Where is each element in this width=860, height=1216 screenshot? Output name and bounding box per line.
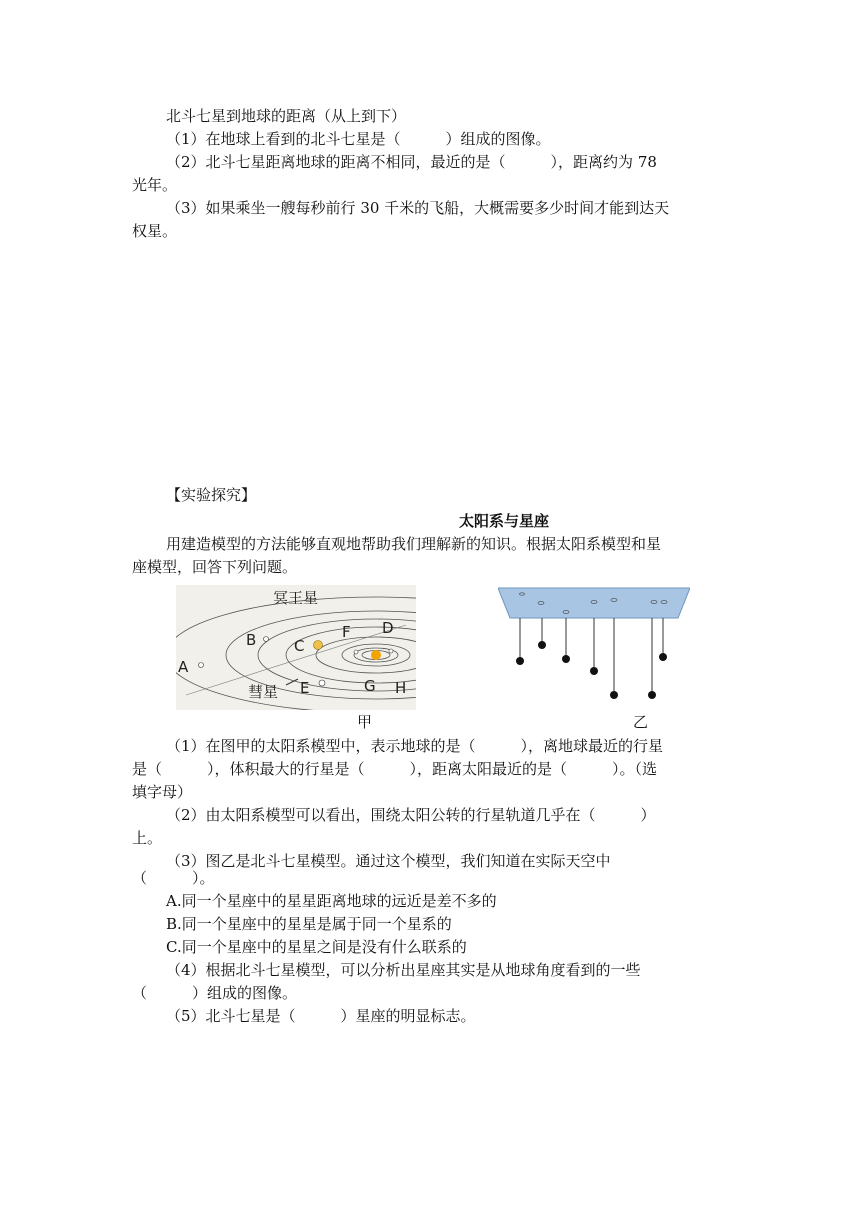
part1-question-3: （3）如果乘坐一艘每秒前行 30 千米的飞船，大概需要多少时间才能到达天 bbox=[166, 199, 670, 217]
part1-heading: 北斗七星到地球的距离（从上到下） bbox=[166, 107, 407, 125]
figure-b-caption: 乙 bbox=[633, 713, 649, 731]
section-heading: 【实验探究】 bbox=[166, 486, 257, 504]
letter-e: E bbox=[300, 679, 310, 697]
part1-question-3-cont: 权星。 bbox=[132, 222, 178, 240]
question-4-cont: （ ）组成的图像。 bbox=[132, 984, 298, 1002]
question-1-cont2: 填字母） bbox=[132, 783, 193, 801]
part1-question-1: （1）在地球上看到的北斗七星是（ ）组成的图像。 bbox=[166, 130, 551, 148]
question-1-cont: 是（ ），体积最大的行星是（ ），距离太阳最近的是（ ）。（选 bbox=[132, 760, 658, 778]
intro-text-cont: 座模型，回答下列问题。 bbox=[132, 558, 298, 576]
part1-question-2-cont: 光年。 bbox=[132, 176, 178, 194]
letter-g: G bbox=[364, 677, 376, 695]
letter-f: F bbox=[342, 623, 351, 641]
letter-c: C bbox=[294, 637, 305, 655]
question-1: （1）在图甲的太阳系模型中，表示地球的是（ ），离地球最近的行星 bbox=[166, 737, 664, 755]
option-b: B.同一个星座中的星星是属于同一个星系的 bbox=[166, 915, 452, 933]
planet-c-icon bbox=[314, 641, 323, 650]
letter-a: A bbox=[178, 658, 189, 676]
question-4: （4）根据北斗七星模型，可以分析出星座其实是从地球角度看到的一些 bbox=[166, 961, 641, 979]
option-a: A.同一个星座中的星星距离地球的远近是差不多的 bbox=[166, 892, 497, 910]
letter-b: B bbox=[246, 631, 257, 649]
question-5: （5）北斗七星是（ ）星座的明显标志。 bbox=[166, 1007, 476, 1025]
question-2: （2）由太阳系模型可以看出，围绕太阳公转的行星轨道几乎在（ ） bbox=[166, 806, 656, 824]
question-3-cont: （ ）。 bbox=[132, 869, 215, 887]
part1-question-2: （2）北斗七星距离地球的距离不相同，最近的是（ ），距离约为 78 bbox=[166, 153, 657, 171]
intro-text: 用建造模型的方法能够直观地帮助我们理解新的知识。根据太阳系模型和星 bbox=[166, 535, 662, 553]
letter-d: D bbox=[382, 619, 394, 637]
sun-icon bbox=[371, 650, 381, 660]
letter-h: H bbox=[395, 679, 407, 697]
figure-a-caption: 甲 bbox=[357, 713, 373, 731]
question-3: （3）图乙是北斗七星模型。通过这个模型，我们知道在实际天空中 bbox=[166, 852, 611, 870]
solar-system-figure bbox=[176, 585, 416, 710]
label-comet: 彗星 bbox=[248, 683, 279, 701]
big-dipper-figure bbox=[498, 580, 690, 710]
question-2-cont: 上。 bbox=[132, 829, 163, 847]
section-title: 太阳系与星座 bbox=[459, 512, 550, 530]
label-pluto: 冥王星 bbox=[273, 589, 319, 607]
option-c: C.同一个星座中的星星之间是没有什么联系的 bbox=[166, 938, 467, 956]
